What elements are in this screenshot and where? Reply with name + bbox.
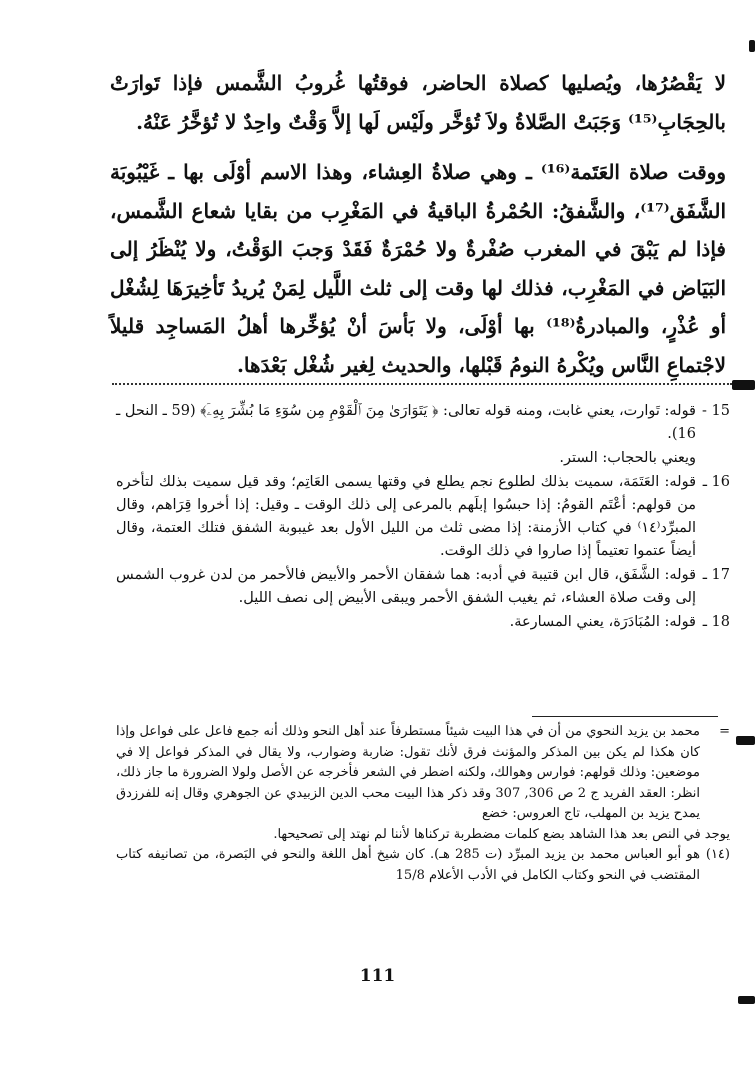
footnotes <box>116 400 730 635</box>
paragraph-maghrib: لا يَقْصُرُها، ويُصليها كصلاة الحاضر، فوقتُها غُروبُ الشَّمس فإذا تَوارَتْ بالحِجَابِ⁽¹⁵⁾ وَجَبَتْ الصَّلاةُ ولاَ تُؤخَّر ولَيْس لَها إلاَّ وَقْتٌ واحِدٌ لا تُؤخَّرُ عَنْهُ. <box>110 71 726 134</box>
scan-mark <box>738 996 755 1004</box>
paragraph-isha: ووقت صلاة العَتَمة⁽¹⁶⁾ ـ وهي صلاةُ العِشاء، وهذا الاسم أوْلَى بها ـ غَيْبُوبَة الشَّفَق⁽¹⁷⁾، والشَّفقُ: الحُمْرةُ الباقيةُ في المَغْرِب من بقايا شعاع الشَّمس، فإذا لم يَبْقَ في المغرب صُفْرةٌ ولا حُمْرَةٌ فَقَدْ وَجبَ الوَقْتُ، ولا يُنْظَرُ إلى البَيَاض في المَغْرِب، فذلك لها وقت إلى ثلث اللَّيل لِمَنْ يُريدُ تَأخِيرَهَا لِشُغْل أو عُذْرٍ، والمبادرةُ⁽¹⁸⁾ بها أوْلَى، ولا بَأسَ أنْ يُؤخِّرها أهلُ المَساجِد قليلاً لاجْتماعِ النَّاس ويُكْرهُ النومُ قَبْلها، والحديث لِغير شُغْل بَعْدَها. <box>110 160 726 377</box>
editor-note-text: يوجد في النص بعد هذا الشاهد بضع كلمات مضطربة تركناها لأننا لم نهتد إلى تصحيحها. <box>273 826 730 842</box>
page-number: 111 <box>359 966 396 986</box>
scan-mark <box>732 380 755 390</box>
footnote-number: 18 ـ <box>702 614 730 630</box>
editor-notes <box>116 722 730 886</box>
footnote-number: 15 - <box>702 403 730 419</box>
editor-note-continuation <box>116 722 730 825</box>
footnote-text: قوله: المُبَادَرَة، يعني المسارعة. <box>509 614 696 630</box>
footnote-number: 17 ـ <box>702 567 730 583</box>
footnote-17 <box>116 564 730 610</box>
footnote-text: ويعني بالحجاب: الستر. <box>559 450 696 466</box>
footnote-18 <box>116 611 730 634</box>
footnote-16 <box>116 471 730 563</box>
footnote-text: قوله: الشَّفَق، قال ابن قتيبة في أدبه: هما شفقان الأحمر والأبيض فالأحمر من لدن غروب الشمس إلى وقت صلاة العشاء، ثم يغيب الشفق الأحمر ويبقى الأبيض إلى نصف الليل. <box>116 567 696 606</box>
editor-note-mark: (١٤) <box>705 847 730 862</box>
footnote-text: قوله: العَتَمَة، سميت بذلك لطلوع نجم يطلع في وقتها يسمى العَاتِم؛ وقد قيل سميت بذلك لتأخره من قولهم: أعْتَم القومُ: إذا حبسُوا إبلَهم بالمرعى إلى ذلك الوقت ـ وقيل: إذا أخروا قِرَاهم، وقال المبرِّد⁽١٤⁾ في كتاب الأزمنة: إذا مضى ثلث من الليل الأول بعد غيبوبة الشفق فتلك العتمة، وقال أيضاً عتموا تعتيماً إذا صاروا في ذلك الوقت. <box>116 474 696 559</box>
main-text <box>110 64 726 384</box>
editor-note-14 <box>116 845 730 886</box>
scan-mark <box>749 40 755 52</box>
editor-notes-divider <box>532 716 718 717</box>
scan-mark <box>736 736 755 745</box>
footnote-divider-dotted <box>112 383 732 385</box>
footnote-number: 16 ـ <box>702 474 730 490</box>
editor-note-text: محمد بن يزيد النحوي من أن في هذا البيت شيئاً مستطرفاً عند أهل النحو وذلك أنه جمع فاعل على فواعل وإذا كان هكذا لم يكن بين المذكر والمؤنث فرق لأنك تقول: ضاربة وضوارب، ولا يقال في المذكر فواعل إلا في موضعين: وذلك قولهم: فوارس وهوالك، ولكنه اضطر في الشعر فأخرجه عن الأصل ولولا الضرورة ما جاز ذلك، انظر: العقد الفريد ج 2 ص 306, 307 وقد ذكر هذا البيت محب الدين الزبيدي عن الجوهري وقال إنه للفرزدق يمدح يزيد بن المهلب، تاج العروس: خضع <box>116 724 701 821</box>
editor-note-mark: = <box>719 724 730 739</box>
editor-note-text: هو أبو العباس محمد بن يزيد المبرِّد (ت 285 هـ). كان شيخ أهل اللغة والنحو في البَصرة، من تصانيفه كتاب المقتضب في النحو وكتاب الكامل في الأدب الأعلام 15/8 <box>116 847 700 883</box>
footnote-15-continued <box>116 447 730 470</box>
footnote-15 <box>116 400 730 446</box>
footnote-text: قوله: تَوارت، يعني غابت، ومنه قوله تعالى: ﴿ يَتَوَارَىٰ مِنَ ٱلْقَوْمِ مِن سُوٓءِ مَا بُشِّرَ بِهِۦٓ﴾ (59 ـ النحل ـ 16). <box>116 403 696 442</box>
editor-note-remark <box>116 825 730 846</box>
